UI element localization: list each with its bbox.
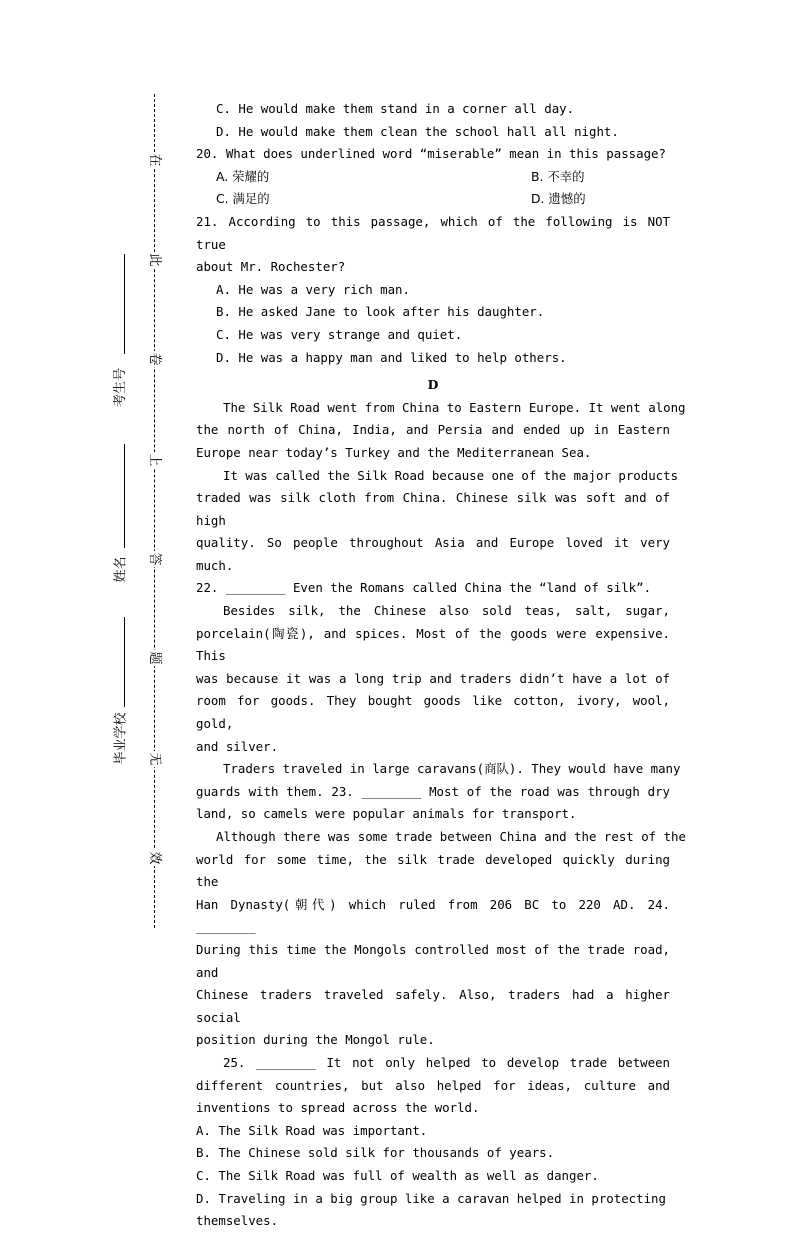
binding-char: 卷 [147, 352, 162, 366]
binding-char: 题 [147, 651, 162, 665]
answer-option-b: B. The Chinese sold silk for thousands of years. [196, 1145, 555, 1161]
answer-option-d-cont: themselves. [196, 1213, 279, 1229]
passage-line: The Silk Road went from China to Eastern Europe. It went along [223, 399, 686, 415]
field-line-name [124, 444, 125, 548]
passage-line: world for some time, the silk trade developed quickly during the [196, 851, 670, 890]
passage-line: 22. ________ Even the Romans called China the “land of silk”. [196, 580, 652, 596]
q19-option-c: C. He would make them stand in a corner all day. [216, 101, 575, 116]
q20-options-row-2 [196, 188, 670, 211]
binding-char: 在 [147, 153, 162, 167]
passage-line: position during the Mongol rule. [196, 1032, 435, 1048]
field-line-school [124, 617, 125, 707]
q21-option-b: B. He asked Jane to look after his daughter. [216, 304, 545, 320]
label-name: 姓名 [113, 556, 129, 583]
passage-line: guards with them. 23. ________ Most of the road was through dry [196, 783, 670, 799]
answer-option-c: C. The Silk Road was full of wealth as well as danger. [196, 1167, 599, 1183]
q21-option-d: D. He was a happy man and liked to help others. [216, 349, 567, 365]
binding-char: 上 [147, 453, 162, 467]
q20-stem: 20. What does underlined word “miserable” mean in this passage? [196, 146, 666, 162]
passage-line: 25. ________ It not only helped to develop trade between [223, 1054, 670, 1070]
section-title: D [427, 377, 439, 393]
label-candidate-number: 考生号 [113, 367, 129, 408]
passage-line: inventions to spread across the world. [196, 1100, 480, 1116]
passage-line: was because it was a long trip and traders didn’t have a lot of [196, 670, 670, 686]
binding-char: 答 [147, 552, 162, 566]
passage-line: and silver. [196, 738, 279, 754]
q21-stem-cont: about Mr. Rochester? [196, 259, 346, 275]
passage-line: It was called the Silk Road because one of the major products [223, 467, 679, 483]
passage-line: Besides silk, the Chinese also sold teas, salt, sugar, [223, 603, 670, 619]
label-school: 毕业学校 [113, 712, 129, 765]
passage-line: quality. So people throughout Asia and Europe loved it very much. [196, 535, 670, 573]
answer-option-a: A. The Silk Road was important. [196, 1122, 428, 1138]
q20-option-a: A. 荣耀的 [216, 168, 270, 184]
passage-line: the north of China, India, and Persia and ended up in Eastern [196, 422, 670, 438]
passage-line: land, so camels were popular animals for transport. [196, 806, 577, 822]
passage-line: porcelain(陶瓷), and spices. Most of the goods were expensive. This [196, 625, 670, 664]
q20-options-row-1 [196, 166, 670, 189]
passage-line: Europe near today’s Turkey and the Mediterranean Sea. [196, 444, 592, 460]
q20-option-b: B. 不幸的 [531, 168, 585, 184]
passage-line: different countries, but also helped for ideas, culture and [196, 1077, 670, 1093]
passage-line: Although there was some trade between China and the rest of the [216, 829, 686, 844]
exam-content [196, 98, 686, 1233]
binding-char: 无 [147, 752, 162, 766]
passage-line: traded was silk cloth from China. Chinese silk was soft and of high [196, 490, 670, 528]
passage-line: room for goods. They bought goods like cotton, ivory, wool, gold, [196, 693, 670, 732]
q21-option-c: C. He was very strange and quiet. [216, 326, 463, 342]
binding-dashed-line [154, 94, 155, 928]
q20-option-d: D. 遗憾的 [531, 191, 586, 207]
binding-char: 此 [147, 253, 162, 267]
passage-line: Traders traveled in large caravans(商队). They would have many [223, 761, 681, 777]
binding-char: 效 [147, 851, 162, 865]
passage-line: Chinese traders traveled safely. Also, traders had a higher social [196, 987, 670, 1025]
passage-line: During this time the Mongols controlled most of the trade road, and [196, 941, 670, 980]
q21-stem: 21. According to this passage, which of the following is NOT true [196, 213, 670, 252]
passage-line: Han Dynasty(朝代) which ruled from 206 BC to 220 AD. 24. ________ [196, 896, 670, 935]
q19-option-d: D. He would make them clean the school hall all night. [216, 123, 619, 139]
q20-option-c: C. 满足的 [216, 191, 270, 207]
q21-option-a: A. He was a very rich man. [216, 281, 410, 297]
answer-option-d: D. Traveling in a big group like a caravan helped in protecting [196, 1190, 666, 1206]
field-line-candidate-number [124, 254, 125, 354]
